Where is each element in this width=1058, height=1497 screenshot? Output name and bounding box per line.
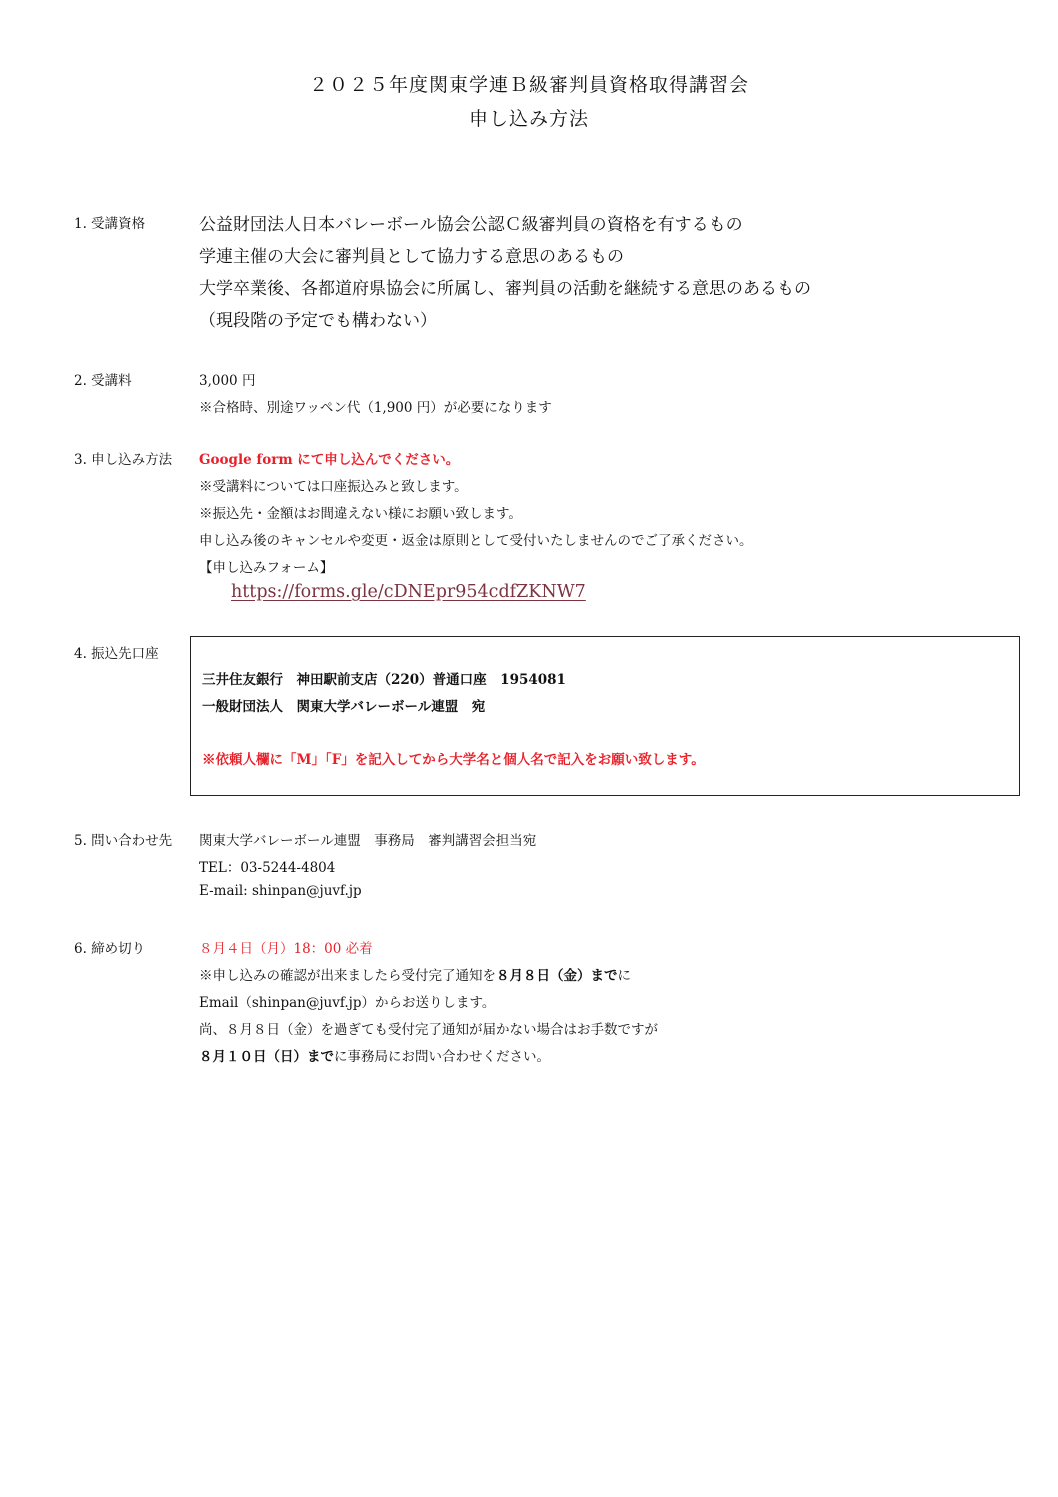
bank-account-line: 三井住友銀行 神田駅前支店（220）普通口座 1954081 (202, 672, 566, 688)
bank-info-box (190, 636, 1020, 796)
deadline-date: ８月４日（月）18：00 必着 (199, 941, 373, 957)
eligibility-line: 公益財団法人日本バレーボール協会公認Ｃ級審判員の資格を有するもの (199, 215, 743, 235)
eligibility-line: （現段階の予定でも構わない） (199, 311, 437, 331)
deadline-text: に (617, 968, 631, 984)
contact-office: 関東大学バレーボール連盟 事務局 審判講習会担当宛 (199, 833, 537, 849)
deadline-line-2: Email（shinpan@juvf.jp）からお送りします。 (199, 995, 496, 1011)
apply-line: ※受講料については口座振込みと致します。 (199, 479, 468, 495)
apply-line: ※振込先・金額はお間違えない様にお願い致します。 (199, 506, 522, 522)
eligibility-line: 学連主催の大会に審判員として協力する意思のあるもの (199, 247, 624, 267)
deadline-text: ※申し込みの確認が出来ましたら受付完了通知を (199, 968, 496, 984)
section-label-eligibility: 1. 受講資格 (74, 216, 146, 232)
deadline-line-3: 尚、８月８日（金）を過ぎても受付完了通知が届かない場合はお手数ですが (199, 1022, 658, 1038)
section-label-contact: 5. 問い合わせ先 (74, 833, 173, 849)
page-title: ２０２５年度関東学連Ｂ級審判員資格取得講習会 (308, 74, 749, 96)
deadline-line-1 (199, 964, 631, 984)
contact-email: E-mail: shinpan@juvf.jp (199, 883, 362, 899)
bank-note: ※依頼人欄に「M」「F」を記入してから大学名と個人名で記入をお願い致します。 (202, 752, 705, 768)
deadline-inquiry-date: ８月１０日（日）まで (199, 1049, 334, 1065)
deadline-confirm-date: ８月８日（金）まで (496, 968, 618, 984)
deadline-text: に事務局にお問い合わせください。 (334, 1049, 550, 1065)
fee-amount: 3,000 円 (199, 373, 256, 389)
section-label-deadline: 6. 締め切り (74, 941, 146, 957)
contact-phone: TEL：03-5244-4804 (199, 860, 336, 876)
eligibility-line: 大学卒業後、各都道府県協会に所属し、審判員の活動を継続する意思のあるもの (199, 279, 811, 299)
apply-line: 申し込み後のキャンセルや変更・返金は原則として受付いたしませんのでご了承ください。 (199, 533, 753, 549)
section-label-apply: 3. 申し込み方法 (74, 452, 173, 468)
form-link[interactable]: https://forms.gle/cDNEpr954cdfZKNW7 (231, 582, 586, 602)
fee-note: ※合格時、別途ワッペン代（1,900 円）が必要になります (199, 400, 552, 416)
page-subtitle: 申し込み方法 (468, 108, 589, 130)
section-label-bank: 4. 振込先口座 (74, 646, 159, 662)
deadline-line-4 (199, 1045, 550, 1065)
bank-recipient-line: 一般財団法人 関東大学バレーボール連盟 宛 (202, 699, 486, 715)
section-label-fee: 2. 受講料 (74, 373, 132, 389)
apply-form-heading: 【申し込みフォーム】 (199, 560, 334, 576)
apply-highlight: Google form にて申し込んでください。 (199, 452, 460, 468)
